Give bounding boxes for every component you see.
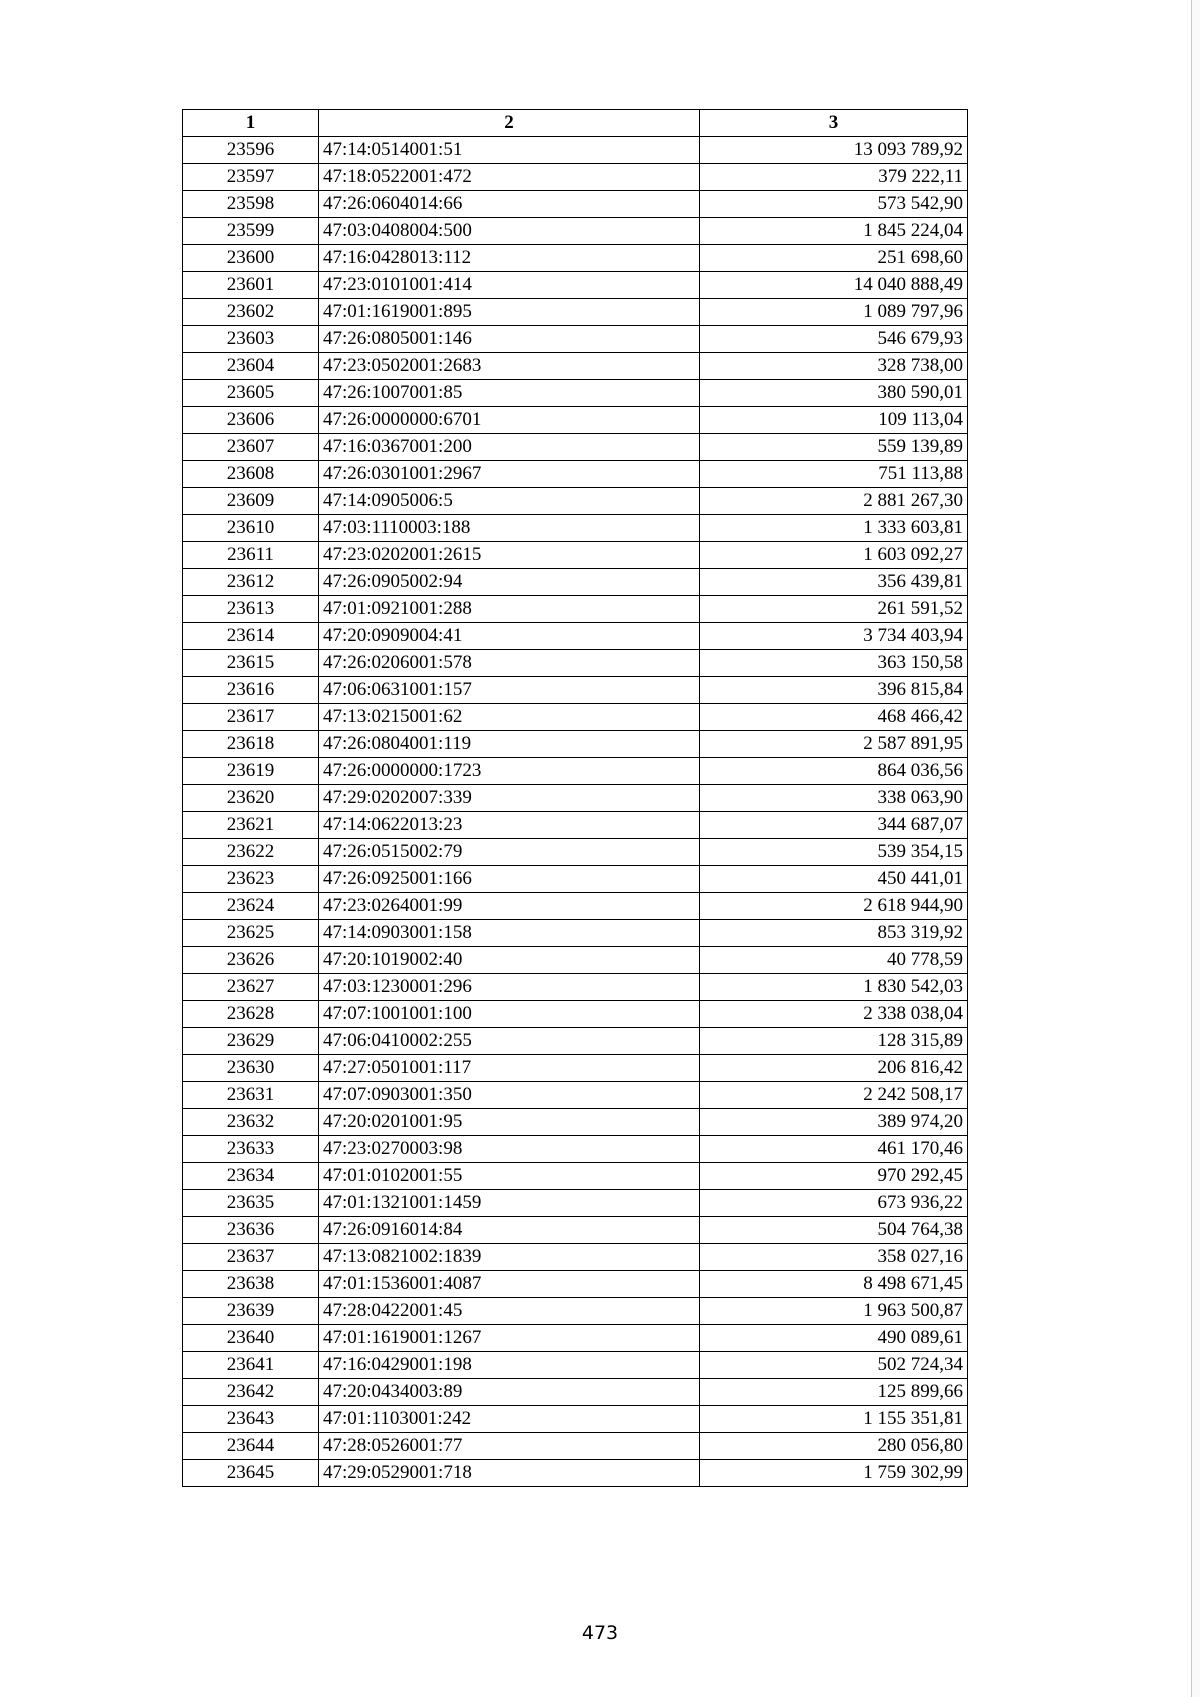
table-row: [183, 380, 968, 407]
row-number-cell: 23633: [183, 1136, 319, 1163]
value-cell: 1 845 224,04: [700, 218, 968, 245]
value-cell: 380 590,01: [700, 380, 968, 407]
cadastral-number-cell: 47:28:0526001:77: [319, 1433, 700, 1460]
table-row: [183, 1028, 968, 1055]
row-number-cell: 23638: [183, 1271, 319, 1298]
row-number-cell: 23622: [183, 839, 319, 866]
table-body: [183, 137, 968, 1487]
table-row: [183, 839, 968, 866]
row-number-cell: 23643: [183, 1406, 319, 1433]
value-cell: 559 139,89: [700, 434, 968, 461]
row-number-cell: 23635: [183, 1190, 319, 1217]
cadastral-number-cell: 47:16:0429001:198: [319, 1352, 700, 1379]
column-header-3: 3: [700, 110, 968, 137]
row-number-cell: 23604: [183, 353, 319, 380]
cadastral-number-cell: 47:14:0905006:5: [319, 488, 700, 515]
cadastral-number-cell: 47:07:1001001:100: [319, 1001, 700, 1028]
cadastral-number-cell: 47:26:0604014:66: [319, 191, 700, 218]
value-cell: 8 498 671,45: [700, 1271, 968, 1298]
cadastral-number-cell: 47:01:1321001:1459: [319, 1190, 700, 1217]
table-row: [183, 920, 968, 947]
cadastral-number-cell: 47:06:0631001:157: [319, 677, 700, 704]
cadastral-number-cell: 47:23:0270003:98: [319, 1136, 700, 1163]
table-row: [183, 434, 968, 461]
cadastral-number-cell: 47:26:0000000:6701: [319, 407, 700, 434]
value-cell: 573 542,90: [700, 191, 968, 218]
table-row: [183, 623, 968, 650]
row-number-cell: 23637: [183, 1244, 319, 1271]
row-number-cell: 23626: [183, 947, 319, 974]
value-cell: 502 724,34: [700, 1352, 968, 1379]
value-cell: 2 587 891,95: [700, 731, 968, 758]
row-number-cell: 23596: [183, 137, 319, 164]
cadastral-number-cell: 47:01:0921001:288: [319, 596, 700, 623]
cadastral-number-cell: 47:26:0301001:2967: [319, 461, 700, 488]
cadastral-number-cell: 47:26:0206001:578: [319, 650, 700, 677]
cadastral-number-cell: 47:07:0903001:350: [319, 1082, 700, 1109]
table-row: [183, 1136, 968, 1163]
row-number-cell: 23630: [183, 1055, 319, 1082]
row-number-cell: 23632: [183, 1109, 319, 1136]
value-cell: 356 439,81: [700, 569, 968, 596]
table-row: [183, 731, 968, 758]
value-cell: 109 113,04: [700, 407, 968, 434]
value-cell: 13 093 789,92: [700, 137, 968, 164]
value-cell: 1 603 092,27: [700, 542, 968, 569]
table-row: [183, 1298, 968, 1325]
table-row: [183, 650, 968, 677]
value-cell: 128 315,89: [700, 1028, 968, 1055]
row-number-cell: 23627: [183, 974, 319, 1001]
row-number-cell: 23610: [183, 515, 319, 542]
row-number-cell: 23600: [183, 245, 319, 272]
table-row: [183, 1055, 968, 1082]
table-row: [183, 542, 968, 569]
row-number-cell: 23614: [183, 623, 319, 650]
cadastral-number-cell: 47:20:0909004:41: [319, 623, 700, 650]
value-cell: 2 242 508,17: [700, 1082, 968, 1109]
cadastral-number-cell: 47:13:0215001:62: [319, 704, 700, 731]
cadastral-number-cell: 47:18:0522001:472: [319, 164, 700, 191]
row-number-cell: 23634: [183, 1163, 319, 1190]
row-number-cell: 23616: [183, 677, 319, 704]
table-row: [183, 218, 968, 245]
row-number-cell: 23618: [183, 731, 319, 758]
cadastral-number-cell: 47:01:1619001:1267: [319, 1325, 700, 1352]
cadastral-number-cell: 47:26:0905002:94: [319, 569, 700, 596]
cadastral-number-cell: 47:03:1110003:188: [319, 515, 700, 542]
row-number-cell: 23619: [183, 758, 319, 785]
row-number-cell: 23605: [183, 380, 319, 407]
value-cell: 3 734 403,94: [700, 623, 968, 650]
row-number-cell: 23597: [183, 164, 319, 191]
value-cell: 125 899,66: [700, 1379, 968, 1406]
row-number-cell: 23615: [183, 650, 319, 677]
cadastral-number-cell: 47:23:0202001:2615: [319, 542, 700, 569]
value-cell: 261 591,52: [700, 596, 968, 623]
table-row: [183, 1190, 968, 1217]
row-number-cell: 23629: [183, 1028, 319, 1055]
value-cell: 853 319,92: [700, 920, 968, 947]
cadastral-number-cell: 47:23:0101001:414: [319, 272, 700, 299]
value-cell: 14 040 888,49: [700, 272, 968, 299]
cadastral-number-cell: 47:26:0925001:166: [319, 866, 700, 893]
cadastral-number-cell: 47:01:0102001:55: [319, 1163, 700, 1190]
value-cell: 358 027,16: [700, 1244, 968, 1271]
row-number-cell: 23607: [183, 434, 319, 461]
value-cell: 2 881 267,30: [700, 488, 968, 515]
table-row: [183, 947, 968, 974]
value-cell: 328 738,00: [700, 353, 968, 380]
table-row: [183, 407, 968, 434]
table-row: [183, 1217, 968, 1244]
value-cell: 206 816,42: [700, 1055, 968, 1082]
value-cell: 751 113,88: [700, 461, 968, 488]
table-row: [183, 1244, 968, 1271]
cadastral-number-cell: 47:26:0000000:1723: [319, 758, 700, 785]
cadastral-number-cell: 47:28:0422001:45: [319, 1298, 700, 1325]
cadastral-number-cell: 47:29:0202007:339: [319, 785, 700, 812]
cadastral-number-cell: 47:14:0514001:51: [319, 137, 700, 164]
cadastral-number-cell: 47:20:0201001:95: [319, 1109, 700, 1136]
row-number-cell: 23599: [183, 218, 319, 245]
table-row: [183, 1406, 968, 1433]
table-header-row: [183, 110, 968, 137]
cadastral-number-cell: 47:20:0434003:89: [319, 1379, 700, 1406]
cadastral-number-cell: 47:03:1230001:296: [319, 974, 700, 1001]
table-row: [183, 353, 968, 380]
row-number-cell: 23641: [183, 1352, 319, 1379]
row-number-cell: 23623: [183, 866, 319, 893]
table-row: [183, 1325, 968, 1352]
value-cell: 1 830 542,03: [700, 974, 968, 1001]
row-number-cell: 23601: [183, 272, 319, 299]
table-row: [183, 785, 968, 812]
cadastral-number-cell: 47:23:0264001:99: [319, 893, 700, 920]
table-row: [183, 974, 968, 1001]
table-row: [183, 326, 968, 353]
cadastral-number-cell: 47:20:1019002:40: [319, 947, 700, 974]
cadastral-number-cell: 47:29:0529001:718: [319, 1460, 700, 1487]
row-number-cell: 23624: [183, 893, 319, 920]
value-cell: 396 815,84: [700, 677, 968, 704]
table-row: [183, 299, 968, 326]
row-number-cell: 23603: [183, 326, 319, 353]
table-row: [183, 596, 968, 623]
row-number-cell: 23611: [183, 542, 319, 569]
cadastral-number-cell: 47:01:1536001:4087: [319, 1271, 700, 1298]
value-cell: 490 089,61: [700, 1325, 968, 1352]
value-cell: 539 354,15: [700, 839, 968, 866]
value-cell: 379 222,11: [700, 164, 968, 191]
cadastral-number-cell: 47:01:1103001:242: [319, 1406, 700, 1433]
page-edge: [1191, 0, 1200, 1697]
column-header-1: 1: [183, 110, 319, 137]
row-number-cell: 23608: [183, 461, 319, 488]
row-number-cell: 23636: [183, 1217, 319, 1244]
table-row: [183, 164, 968, 191]
table-row: [183, 893, 968, 920]
row-number-cell: 23609: [183, 488, 319, 515]
cadastral-number-cell: 47:26:1007001:85: [319, 380, 700, 407]
row-number-cell: 23631: [183, 1082, 319, 1109]
table-row: [183, 677, 968, 704]
value-cell: 1 759 302,99: [700, 1460, 968, 1487]
row-number-cell: 23628: [183, 1001, 319, 1028]
value-cell: 504 764,38: [700, 1217, 968, 1244]
cadastral-number-cell: 47:03:0408004:500: [319, 218, 700, 245]
table-row: [183, 758, 968, 785]
value-cell: 546 679,93: [700, 326, 968, 353]
cadastral-number-cell: 47:14:0903001:158: [319, 920, 700, 947]
table-row: [183, 1082, 968, 1109]
table-row: [183, 1352, 968, 1379]
table-row: [183, 1433, 968, 1460]
value-cell: 2 618 944,90: [700, 893, 968, 920]
page-number: 473: [581, 1622, 619, 1644]
table-row: [183, 704, 968, 731]
value-cell: 389 974,20: [700, 1109, 968, 1136]
cadastral-number-cell: 47:27:0501001:117: [319, 1055, 700, 1082]
cadastral-number-cell: 47:26:0805001:146: [319, 326, 700, 353]
table-row: [183, 191, 968, 218]
value-cell: 40 778,59: [700, 947, 968, 974]
table-row: [183, 812, 968, 839]
row-number-cell: 23613: [183, 596, 319, 623]
cadastral-number-cell: 47:26:0916014:84: [319, 1217, 700, 1244]
row-number-cell: 23645: [183, 1460, 319, 1487]
table-row: [183, 1001, 968, 1028]
cadastral-number-cell: 47:26:0515002:79: [319, 839, 700, 866]
cadastral-table: [182, 109, 968, 1487]
table-row: [183, 488, 968, 515]
row-number-cell: 23621: [183, 812, 319, 839]
value-cell: 1 155 351,81: [700, 1406, 968, 1433]
value-cell: 1 963 500,87: [700, 1298, 968, 1325]
cadastral-number-cell: 47:26:0804001:119: [319, 731, 700, 758]
value-cell: 450 441,01: [700, 866, 968, 893]
table-row: [183, 245, 968, 272]
table-row: [183, 866, 968, 893]
table-row: [183, 1460, 968, 1487]
cadastral-number-cell: 47:16:0428013:112: [319, 245, 700, 272]
table-row: [183, 1271, 968, 1298]
table-row: [183, 569, 968, 596]
table-row: [183, 1379, 968, 1406]
cadastral-number-cell: 47:16:0367001:200: [319, 434, 700, 461]
table-row: [183, 272, 968, 299]
value-cell: 280 056,80: [700, 1433, 968, 1460]
cadastral-number-cell: 47:06:0410002:255: [319, 1028, 700, 1055]
value-cell: 1 333 603,81: [700, 515, 968, 542]
value-cell: 461 170,46: [700, 1136, 968, 1163]
row-number-cell: 23639: [183, 1298, 319, 1325]
row-number-cell: 23640: [183, 1325, 319, 1352]
row-number-cell: 23606: [183, 407, 319, 434]
table-row: [183, 461, 968, 488]
row-number-cell: 23644: [183, 1433, 319, 1460]
column-header-2: 2: [319, 110, 700, 137]
table-row: [183, 1163, 968, 1190]
cadastral-number-cell: 47:14:0622013:23: [319, 812, 700, 839]
value-cell: 673 936,22: [700, 1190, 968, 1217]
row-number-cell: 23602: [183, 299, 319, 326]
value-cell: 338 063,90: [700, 785, 968, 812]
cadastral-number-cell: 47:01:1619001:895: [319, 299, 700, 326]
cadastral-number-cell: 47:13:0821002:1839: [319, 1244, 700, 1271]
value-cell: 1 089 797,96: [700, 299, 968, 326]
value-cell: 468 466,42: [700, 704, 968, 731]
row-number-cell: 23612: [183, 569, 319, 596]
row-number-cell: 23598: [183, 191, 319, 218]
table-row: [183, 137, 968, 164]
value-cell: 970 292,45: [700, 1163, 968, 1190]
row-number-cell: 23617: [183, 704, 319, 731]
value-cell: 2 338 038,04: [700, 1001, 968, 1028]
row-number-cell: 23620: [183, 785, 319, 812]
value-cell: 251 698,60: [700, 245, 968, 272]
row-number-cell: 23642: [183, 1379, 319, 1406]
value-cell: 344 687,07: [700, 812, 968, 839]
table-row: [183, 515, 968, 542]
cadastral-number-cell: 47:23:0502001:2683: [319, 353, 700, 380]
table-row: [183, 1109, 968, 1136]
row-number-cell: 23625: [183, 920, 319, 947]
value-cell: 363 150,58: [700, 650, 968, 677]
value-cell: 864 036,56: [700, 758, 968, 785]
